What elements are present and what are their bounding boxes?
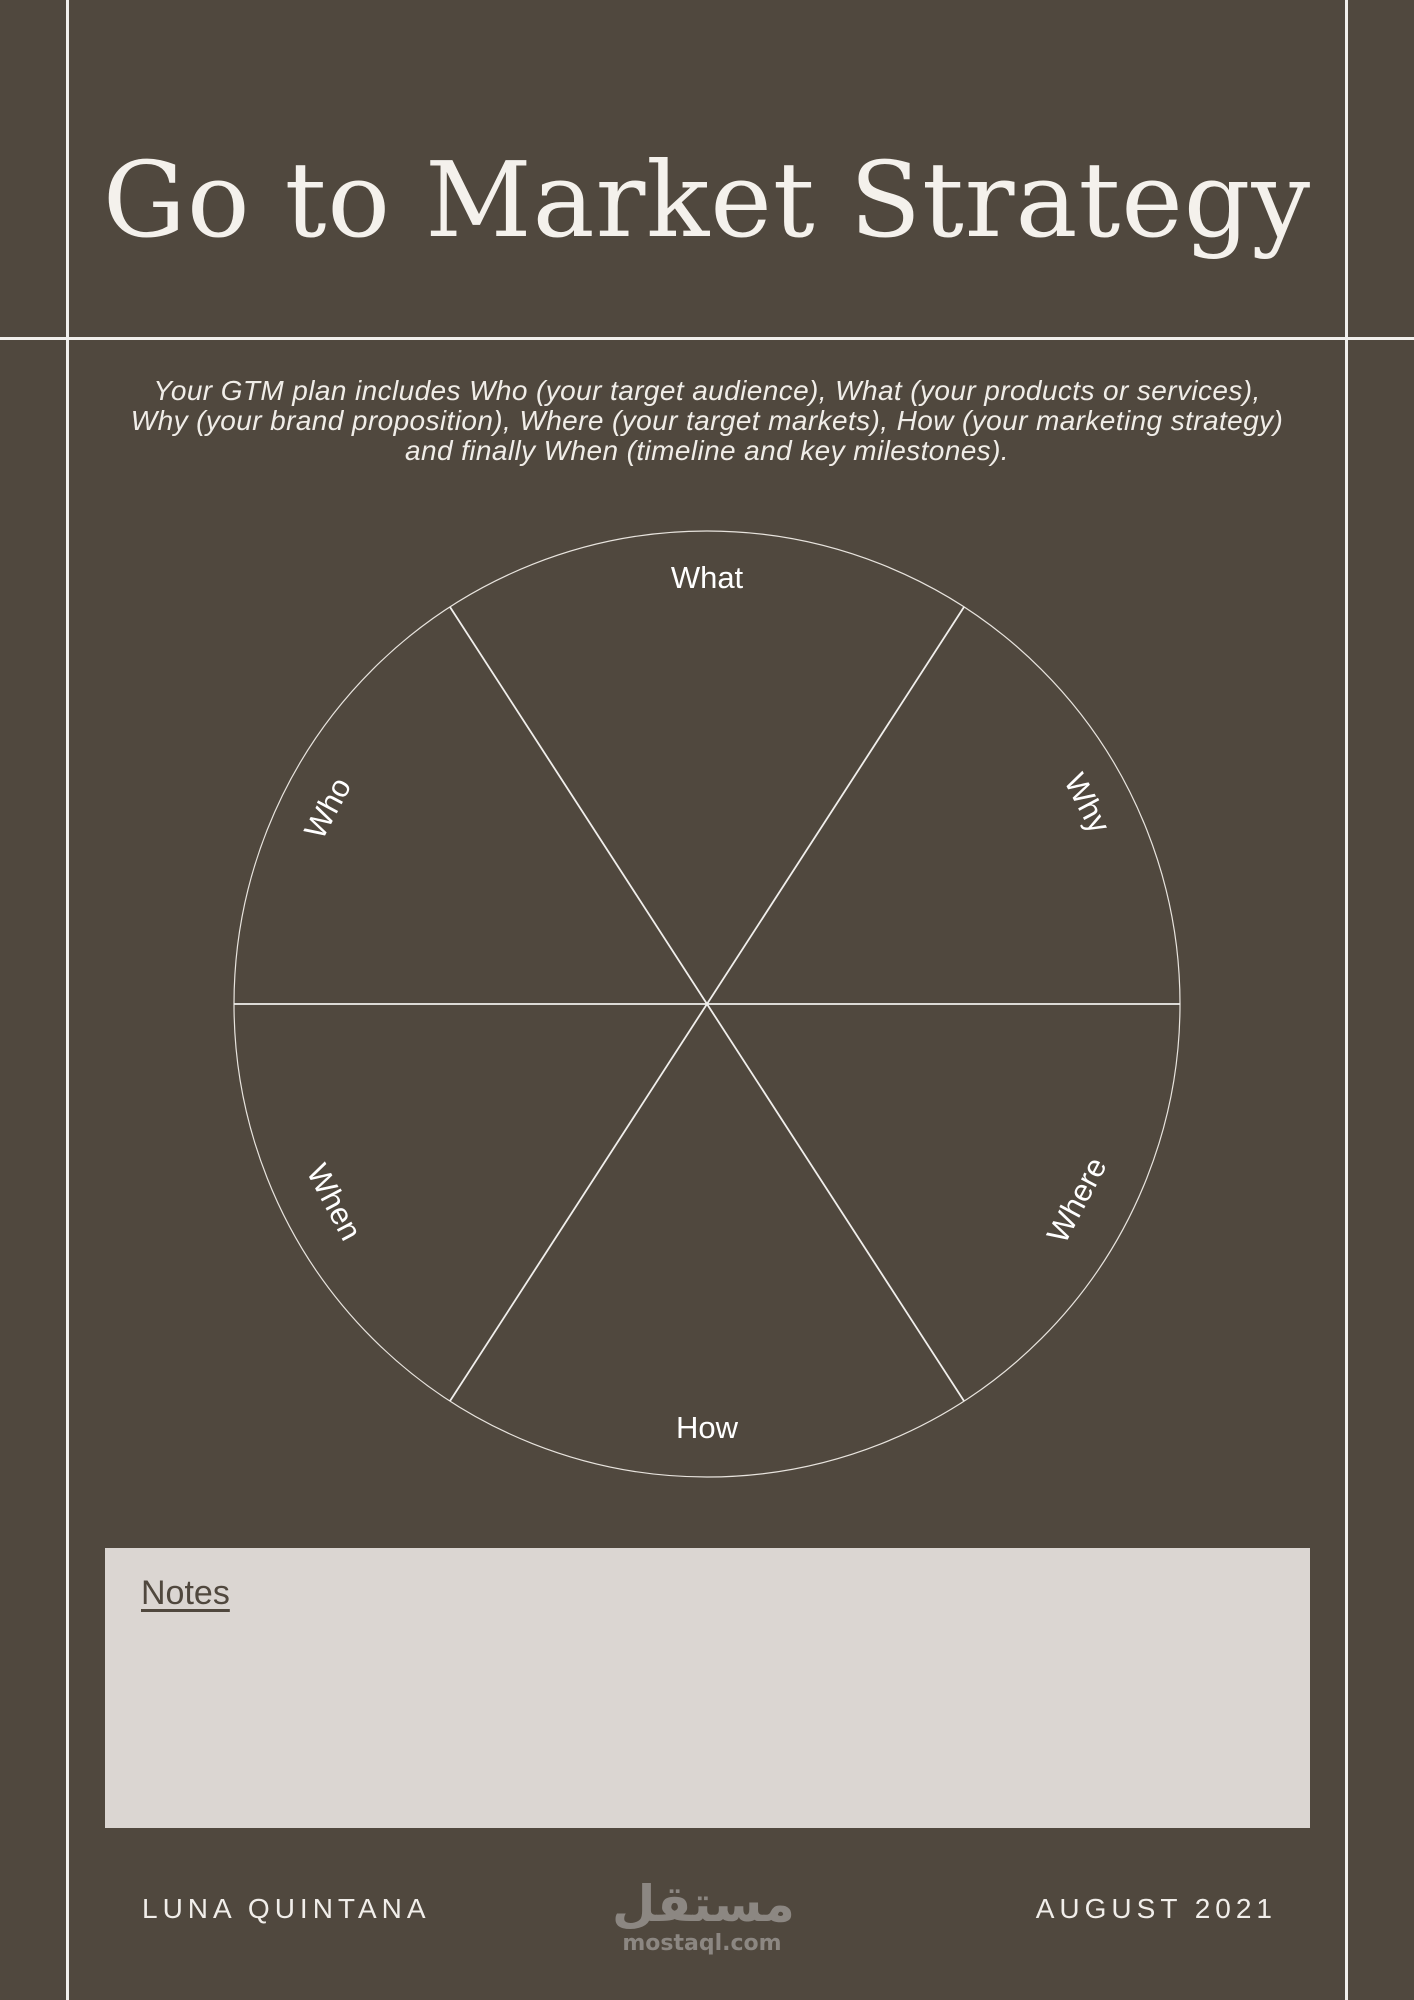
footer-date: AUGUST 2021 [1035,1893,1277,1924]
segment-label-why: Why [1057,767,1118,839]
intro-paragraph: Your GTM plan includes Who (your target audience), What (your products or services), Why (your brand proposition), Where (your target markets), How (your marketing strategy) and finally When (timeline and key milestones). [130,375,1284,466]
segment-label-how: How [675,1410,739,1445]
notes-label: Notes [141,1574,230,1612]
notes-panel[interactable] [105,1548,1310,1828]
watermark-arabic-text: مستقل [612,1875,795,1933]
segment-label-what: What [670,560,744,595]
segment-label-where: Where [1039,1151,1114,1249]
watermark-logo [612,1875,795,1956]
watermark-latin-text: mostaql.com [622,1931,782,1956]
page-title: Go to Market Strategy [102,139,1312,261]
segment-label-when: When [299,1158,369,1247]
footer-author: LUNA QUINTANA [142,1893,431,1924]
segment-label-who: Who [297,771,359,845]
